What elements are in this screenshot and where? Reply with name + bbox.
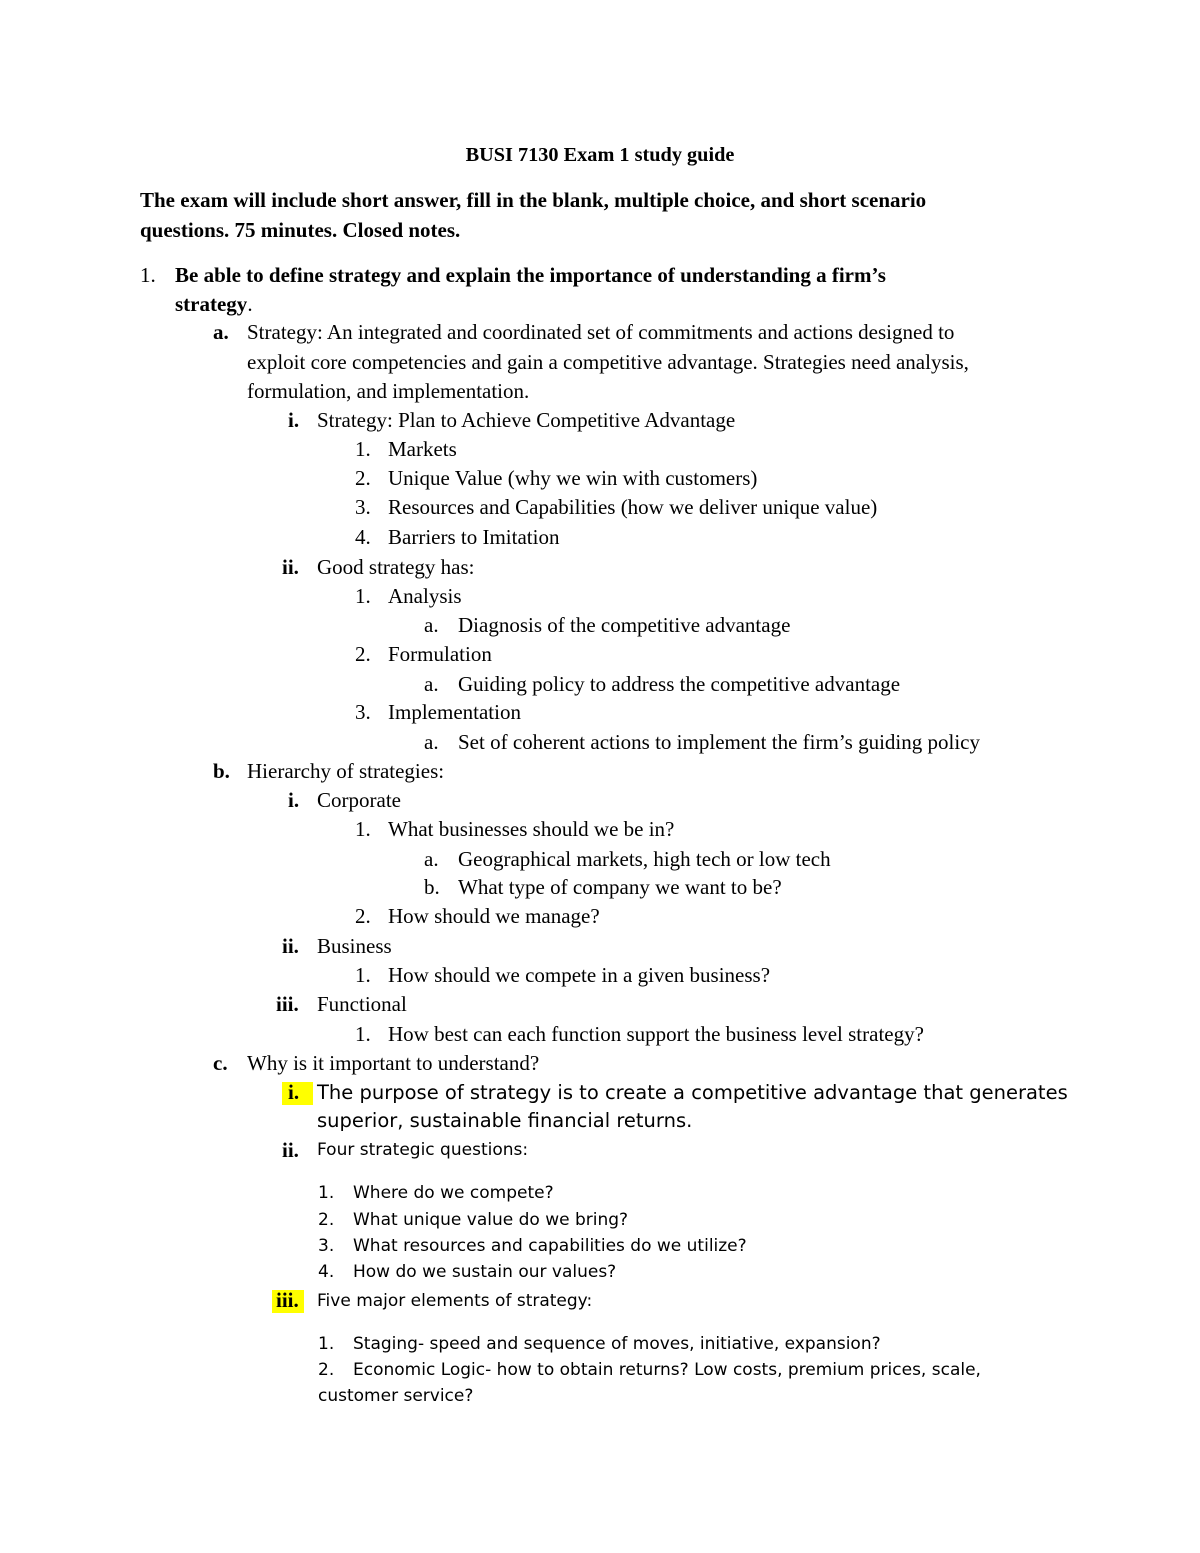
item-1c-ii-marker: ii. [282, 1138, 299, 1162]
item-1a-i-marker: i. [288, 408, 300, 432]
sub-item-marker: a. [424, 847, 439, 871]
sub-item-marker: a. [424, 730, 439, 754]
list-item: Unique Value (why we win with customers) [388, 466, 758, 490]
list-item: What unique value do we bring? [353, 1210, 629, 1230]
list-item-marker: 4. [355, 525, 371, 549]
item-1a-ii-marker: ii. [282, 555, 299, 579]
item-1-line-2-bold: strategy [175, 292, 248, 316]
list-item: How should we compete in a given business? [388, 963, 771, 987]
item-1c-marker: c. [213, 1051, 228, 1075]
list-item: Resources and Capabilities (how we deliver unique value) [388, 495, 878, 519]
item-1b-text: Hierarchy of strategies: [247, 759, 445, 783]
list-item-marker: 3. [355, 700, 371, 724]
list-item: Barriers to Imitation [388, 525, 560, 549]
list-item: Formulation [388, 642, 492, 666]
item-1b-i-text: Corporate [317, 788, 401, 812]
list-item: How best can each function support the business level strategy? [388, 1022, 924, 1046]
item-1b-ii-marker: ii. [282, 934, 299, 958]
item-1a-ii-text: Good strategy has: [317, 555, 475, 579]
list-item-marker: 2. [355, 904, 371, 928]
list-item-marker: 2. [318, 1360, 335, 1380]
list-item: What resources and capabilities do we utilize? [353, 1236, 747, 1256]
item-1-line-2 [175, 294, 253, 315]
list-item-marker: 2. [355, 466, 371, 490]
list-item-marker: 2. [355, 642, 371, 666]
list-item: How do we sustain our values? [353, 1262, 617, 1282]
list-item: Where do we compete? [353, 1183, 554, 1203]
list-item-continuation: customer service? [318, 1386, 474, 1406]
list-item: Implementation [388, 700, 521, 724]
intro-line-1: The exam will include short answer, fill in the blank, multiple choice, and short scenario [140, 188, 927, 212]
item-1b-ii-text: Business [317, 934, 392, 958]
list-item-marker: 2. [318, 1210, 335, 1230]
sub-item: Geographical markets, high tech or low tech [458, 847, 831, 871]
item-1c-text: Why is it important to understand? [247, 1051, 540, 1075]
item-1c-i-line-2: superior, sustainable financial returns. [317, 1109, 693, 1132]
item-1b-i-marker: i. [288, 788, 300, 812]
list-item-marker: 1. [355, 1022, 371, 1046]
sub-item: What type of company we want to be? [458, 875, 782, 899]
sub-item-marker: a. [424, 613, 439, 637]
list-item-marker: 4. [318, 1262, 335, 1282]
sub-item-marker: a. [424, 672, 439, 696]
list-item-marker: 3. [355, 495, 371, 519]
list-item: Economic Logic- how to obtain returns? Low costs, premium prices, scale, [353, 1360, 981, 1380]
item-1-line-1: Be able to define strategy and explain the importance of understanding a firm’s [175, 263, 886, 287]
item-1a-marker: a. [213, 320, 229, 344]
sub-item-marker: b. [424, 875, 440, 899]
list-item: Staging- speed and sequence of moves, initiative, expansion? [353, 1334, 881, 1354]
sub-item: Guiding policy to address the competitive advantage [458, 672, 901, 696]
list-item-marker: 3. [318, 1236, 335, 1256]
list-item: Markets [388, 437, 457, 461]
item-1b-iii-text: Functional [317, 992, 407, 1016]
item-1a-line-3: formulation, and implementation. [247, 379, 530, 403]
list-item-marker: 1. [355, 584, 371, 608]
list-item-marker: 1. [355, 963, 371, 987]
item-1c-i-line-1: The purpose of strategy is to create a competitive advantage that generates [317, 1081, 1068, 1104]
sub-item: Diagnosis of the competitive advantage [458, 613, 791, 637]
item-1b-marker: b. [213, 759, 230, 783]
item-1c-iii-marker-highlighted: iii. [272, 1290, 304, 1313]
sub-item: Set of coherent actions to implement the firm’s guiding policy [458, 730, 980, 754]
item-1c-i-marker-highlighted: i. [282, 1082, 313, 1105]
item-1c-ii-text: Four strategic questions: [317, 1140, 529, 1160]
list-item: What businesses should we be in? [388, 817, 675, 841]
item-1a-i-text: Strategy: Plan to Achieve Competitive Advantage [317, 408, 736, 432]
list-item: Analysis [388, 584, 462, 608]
list-item-marker: 1. [355, 817, 371, 841]
page-title: BUSI 7130 Exam 1 study guide [465, 144, 735, 166]
item-1a-line-2: exploit core competencies and gain a competitive advantage. Strategies need analysis, [247, 350, 969, 374]
item-1-line-2-tail: . [247, 292, 253, 316]
item-1-marker: 1. [140, 263, 156, 287]
list-item-marker: 1. [355, 437, 371, 461]
list-item-marker: 1. [318, 1334, 335, 1354]
item-1a-line-1: Strategy: An integrated and coordinated set of commitments and actions designed to [247, 320, 955, 344]
list-item-marker: 1. [318, 1183, 335, 1203]
intro-line-2: questions. 75 minutes. Closed notes. [140, 218, 461, 242]
item-1b-iii-marker: iii. [276, 992, 299, 1016]
item-1c-iii-text: Five major elements of strategy: [317, 1291, 593, 1311]
list-item: How should we manage? [388, 904, 600, 928]
